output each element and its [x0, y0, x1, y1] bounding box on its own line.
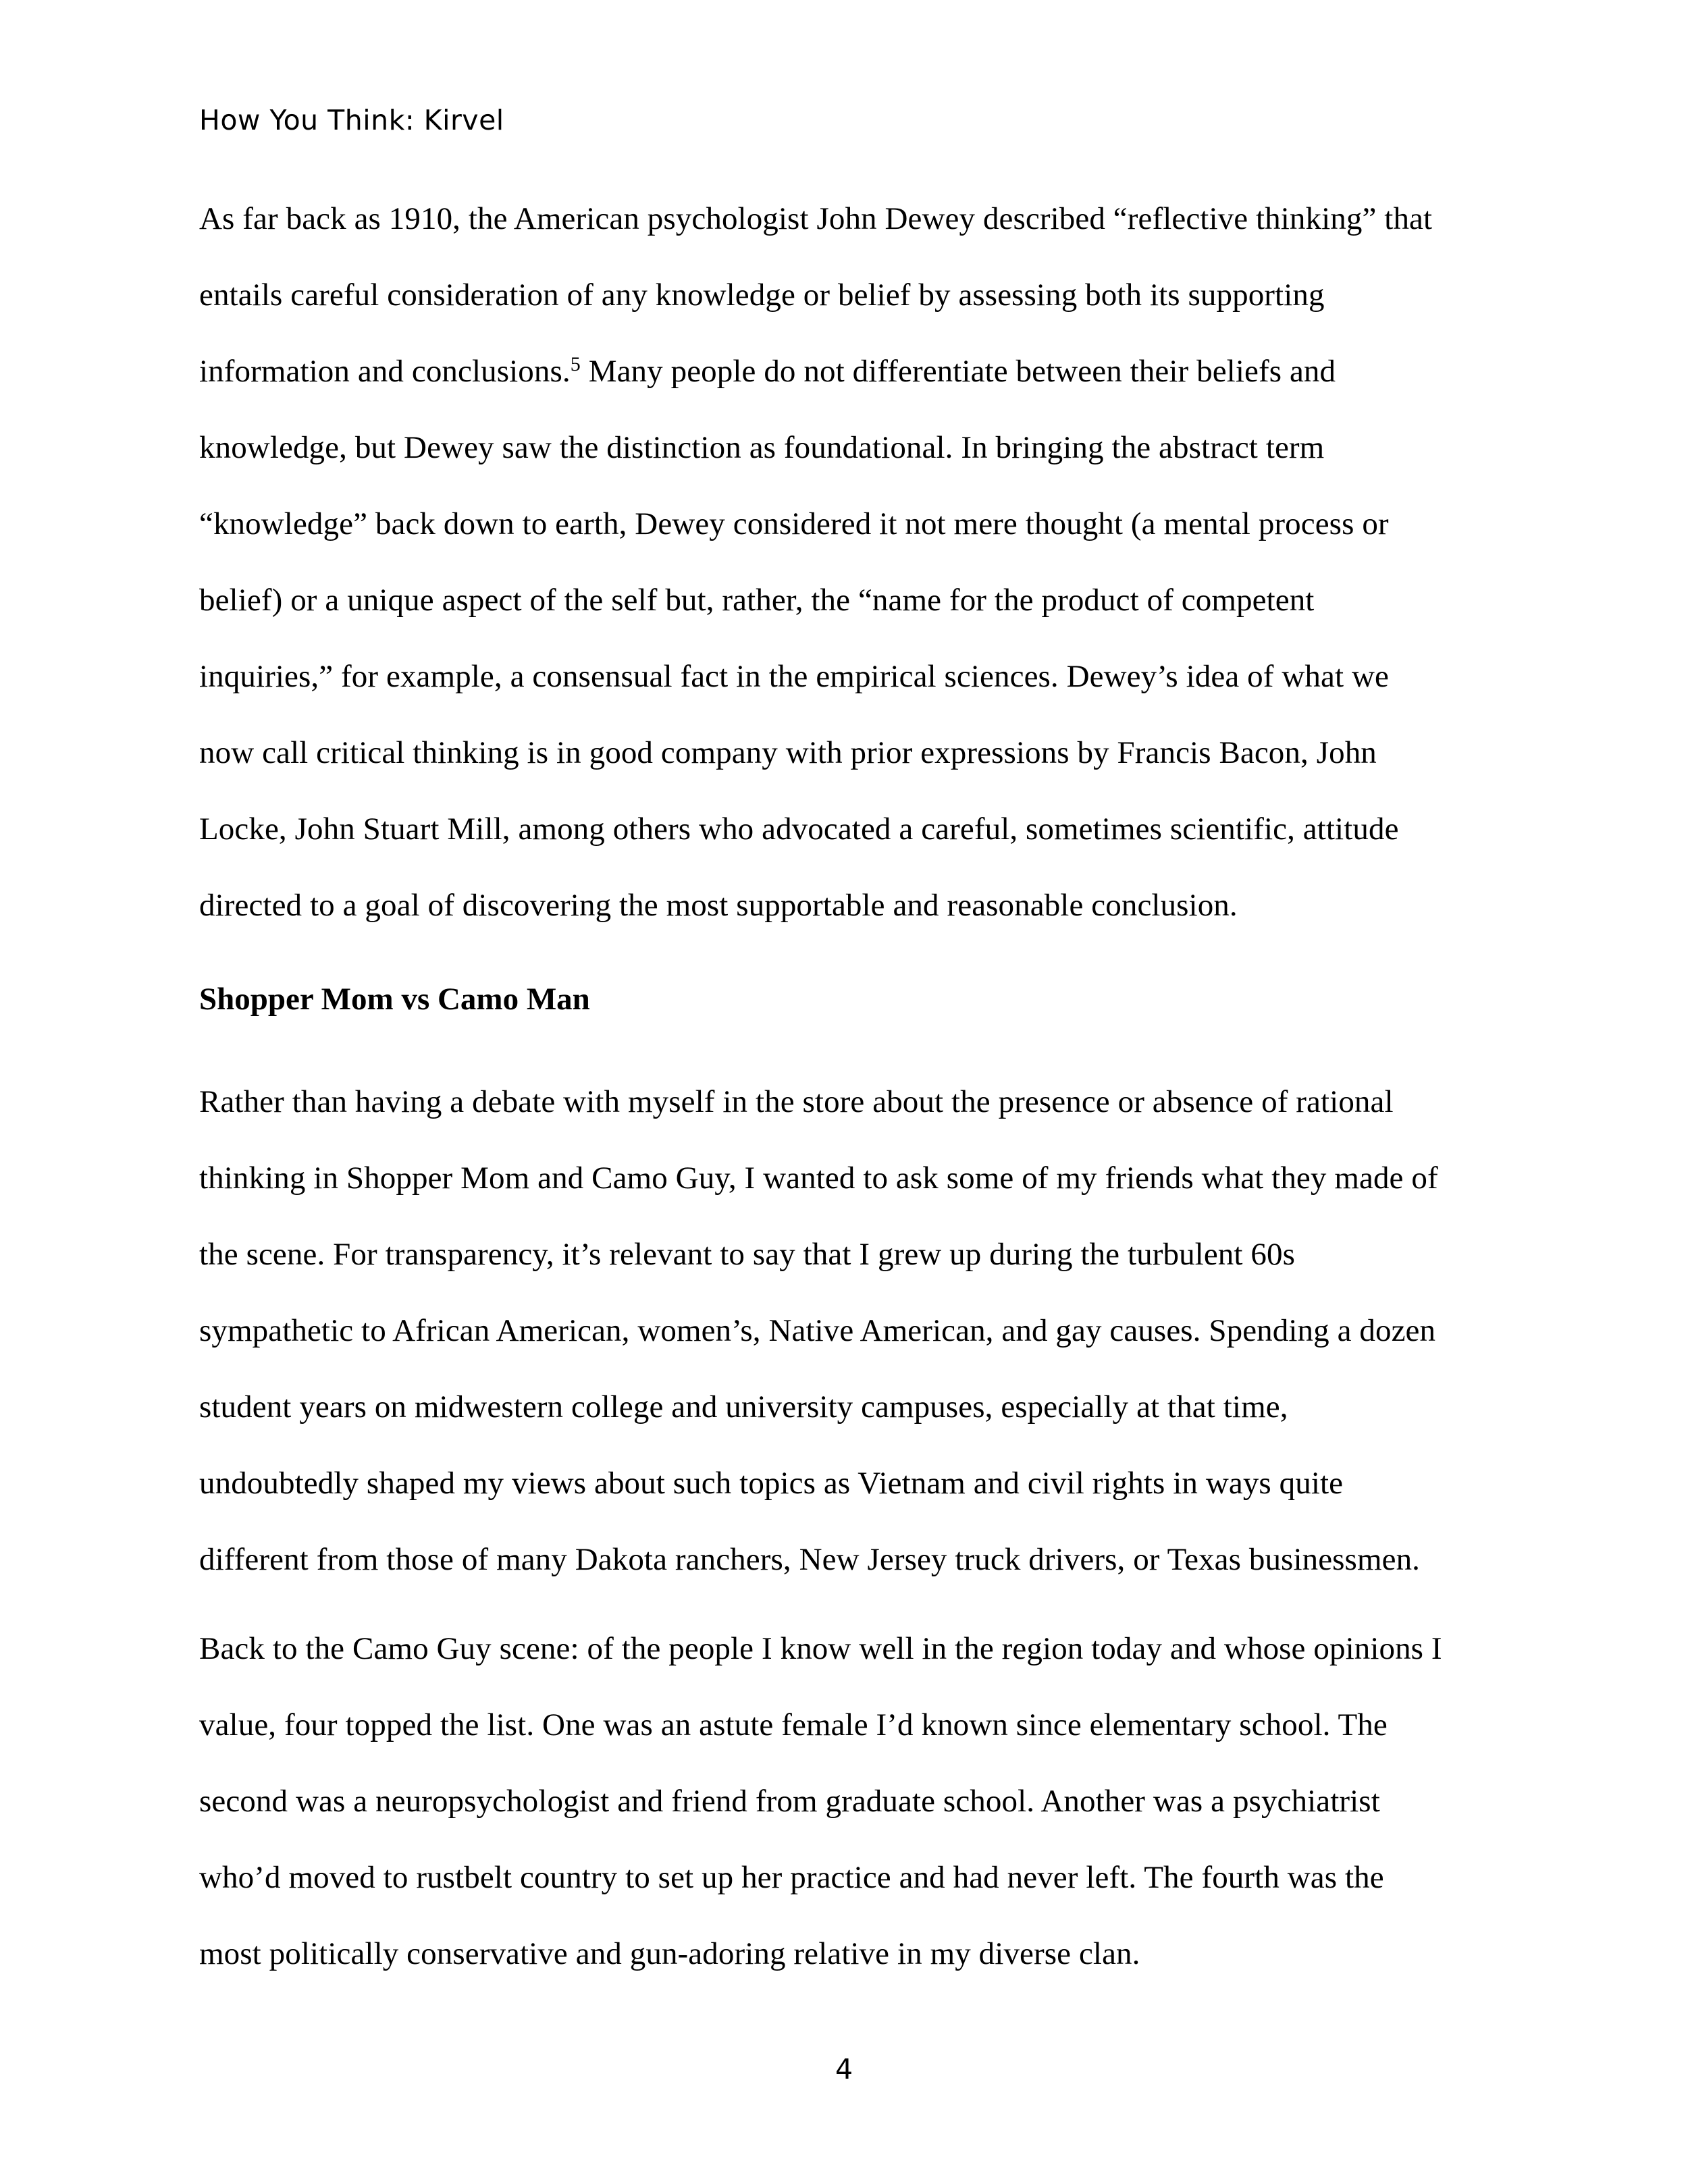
text-line: who’d moved to rustbelt country to set up her practice and had never left. The fourth was the	[199, 1860, 1384, 1895]
text-line: directed to a goal of discovering the most supportable and reasonable conclusion.	[199, 888, 1238, 923]
text-line: sympathetic to African American, women’s, Native American, and gay causes. Spending a dozen	[199, 1313, 1436, 1348]
text-line: different from those of many Dakota ranchers, New Jersey truck drivers, or Texas businessmen.	[199, 1542, 1421, 1577]
page-number: 4	[835, 2053, 853, 2085]
paragraph-shopper-mom	[199, 1064, 1523, 1598]
text-line: undoubtedly shaped my views about such topics as Vietnam and civil rights in ways quite	[199, 1466, 1344, 1501]
section-heading: Shopper Mom vs Camo Man	[199, 982, 590, 1017]
text-line	[199, 334, 1523, 410]
text-segment: Many people do not differentiate between their beliefs and	[580, 354, 1336, 389]
text-line: second was a neuropsychologist and friend from graduate school. Another was a psychiatrist	[199, 1784, 1380, 1819]
paragraph-dewey	[199, 181, 1523, 944]
text-line: now call critical thinking is in good company with prior expressions by Francis Bacon, John	[199, 735, 1377, 770]
text-line: student years on midwestern college and university campuses, especially at that time,	[199, 1389, 1288, 1424]
text-line: Rather than having a debate with myself in the store about the presence or absence of rational	[199, 1084, 1394, 1119]
text-line: Locke, John Stuart Mill, among others who advocated a careful, sometimes scientific, attitude	[199, 811, 1399, 847]
text-line: “knowledge” back down to earth, Dewey considered it not mere thought (a mental process or	[199, 506, 1389, 541]
running-header: How You Think: Kirvel	[199, 104, 504, 136]
text-segment: information and conclusions.	[199, 354, 571, 389]
text-line: As far back as 1910, the American psychologist John Dewey described “reflective thinking” that	[199, 201, 1433, 236]
text-line: belief) or a unique aspect of the self but, rather, the “name for the product of competent	[199, 583, 1315, 618]
text-line: Back to the Camo Guy scene: of the people I know well in the region today and whose opinions I	[199, 1631, 1442, 1666]
text-line: thinking in Shopper Mom and Camo Guy, I wanted to ask some of my friends what they made of	[199, 1161, 1438, 1196]
text-line: the scene. For transparency, it’s relevant to say that I grew up during the turbulent 60s	[199, 1237, 1295, 1272]
paragraph-camo-guy	[199, 1611, 1523, 1992]
text-line: value, four topped the list. One was an astute female I’d known since elementary school. The	[199, 1707, 1388, 1742]
text-line: entails careful consideration of any knowledge or belief by assessing both its supporting	[199, 277, 1325, 313]
text-line: knowledge, but Dewey saw the distinction as foundational. In bringing the abstract term	[199, 430, 1325, 465]
text-line: most politically conservative and gun-adoring relative in my diverse clan.	[199, 1936, 1140, 1971]
text-line: inquiries,” for example, a consensual fact in the empirical sciences. Dewey’s idea of what we	[199, 659, 1389, 694]
footnote-reference: 5	[570, 353, 581, 375]
